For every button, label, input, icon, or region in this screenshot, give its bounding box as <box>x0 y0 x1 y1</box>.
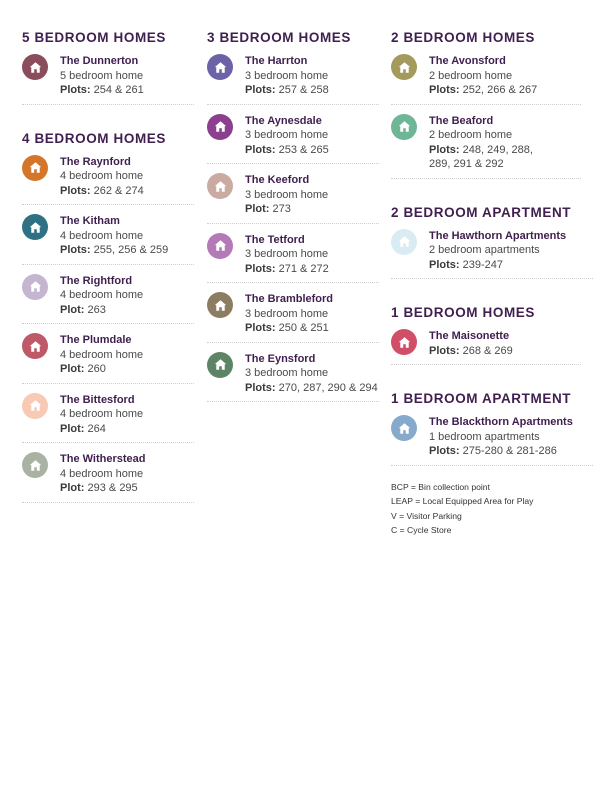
home-description: 4 bedroom home <box>60 408 144 420</box>
plots-label: Plots: <box>245 322 276 334</box>
home-entry-kitham <box>22 214 194 265</box>
home-plots <box>60 184 144 199</box>
home-description: 1 bedroom apartments <box>429 430 540 443</box>
home-entry-maisonette <box>391 329 581 365</box>
plots-label: Plots: <box>60 244 91 256</box>
home-entry-beaford <box>391 114 581 179</box>
home-plots <box>60 243 168 258</box>
home-description: 3 bedroom home <box>245 248 329 260</box>
house-icon <box>22 54 48 80</box>
plots-label: Plots: <box>60 84 91 96</box>
plots-label: Plots: <box>429 84 460 96</box>
plots-value: 275-280 & 281-286 <box>462 445 557 457</box>
home-plots <box>245 202 328 217</box>
plots-label: Plots: <box>245 143 276 156</box>
home-entry-raynford <box>22 155 194 206</box>
home-plots <box>429 258 566 273</box>
home-description: 4 bedroom home <box>60 348 144 361</box>
house-icon <box>391 54 417 80</box>
house-icon <box>391 114 417 140</box>
section-heading: 5 BEDROOM HOMES <box>22 30 167 45</box>
section-heading: 4 BEDROOM HOMES <box>22 130 167 146</box>
plots-value: 255, 256 & 259 <box>93 244 169 256</box>
home-description: 2 bedroom home <box>429 69 513 82</box>
home-entry-brambleford <box>207 292 379 343</box>
group-1-bedroom-apartment <box>391 391 581 466</box>
home-name: The Witherstead <box>60 453 146 465</box>
home-description: 3 bedroom home <box>245 367 329 379</box>
home-plots <box>60 83 144 98</box>
plots-value: 252, 266 & 267 <box>462 84 538 96</box>
home-entry-aynesdale <box>207 114 379 165</box>
home-entry-tetford <box>207 233 379 284</box>
home-entry-witherstead <box>22 452 194 503</box>
plots-value: 248, 249, 288, 289, 291 & 292 <box>429 143 533 170</box>
plots-label: Plots: <box>245 84 276 96</box>
house-icon <box>22 452 48 478</box>
column-left <box>22 30 194 529</box>
home-entry-dunnerton <box>22 54 194 105</box>
section-heading: 1 BEDROOM APARTMENT <box>391 391 572 406</box>
home-plots <box>245 83 329 98</box>
column-right <box>391 30 581 538</box>
house-icon <box>22 333 48 359</box>
house-icon <box>391 229 417 255</box>
plots-label: Plots: <box>429 143 460 156</box>
house-icon <box>22 274 48 300</box>
home-entry-plumdale <box>22 333 194 384</box>
group-1-bedroom-homes <box>391 305 581 365</box>
home-description: 3 bedroom home <box>245 188 329 201</box>
home-name: The Dunnerton <box>60 55 139 67</box>
home-description: 3 bedroom home <box>245 129 329 141</box>
home-description: 4 bedroom home <box>60 467 144 480</box>
home-description: 4 bedroom home <box>60 229 144 242</box>
section-heading: 3 BEDROOM HOMES <box>207 30 352 45</box>
plots-label: Plots: <box>245 262 276 275</box>
column-middle <box>207 30 379 428</box>
home-plots <box>60 303 143 318</box>
plots-label: Plots: <box>429 258 460 271</box>
home-name: The Aynesdale <box>245 114 322 127</box>
plot-label: Plot: <box>60 363 85 375</box>
section-heading: 2 BEDROOM HOMES <box>391 30 536 45</box>
home-plots <box>245 262 329 277</box>
home-description: 4 bedroom home <box>60 289 144 301</box>
home-description: 4 bedroom home <box>60 170 144 182</box>
plot-label: Plot: <box>60 482 85 494</box>
home-entry-hawthorn <box>391 229 593 280</box>
home-name: The Harrton <box>245 55 308 67</box>
home-plots <box>429 344 513 359</box>
section-heading: 2 BEDROOM APARTMENT <box>391 204 572 220</box>
home-entry-eynsford <box>207 352 379 403</box>
home-description: 3 bedroom home <box>245 307 329 320</box>
plots-value: 263 <box>87 303 106 316</box>
abbreviation-legend <box>391 480 581 538</box>
home-name: The Beaford <box>429 114 494 127</box>
plots-label: Plots: <box>429 344 460 357</box>
home-plots <box>429 444 573 459</box>
legend-item-cycle-store: C = Cycle Store <box>391 525 452 535</box>
plots-value: 254 & 261 <box>93 84 144 96</box>
plots-value: 239-247 <box>462 258 503 271</box>
home-entry-keeford <box>207 173 379 224</box>
home-name: The Avonsford <box>429 55 506 67</box>
home-entry-blackthorn <box>391 415 593 466</box>
home-name: The Rightford <box>60 274 133 287</box>
home-entry-harrton <box>207 54 379 105</box>
home-plots <box>429 143 555 172</box>
home-plots <box>429 83 537 98</box>
home-plots <box>60 481 145 496</box>
home-name: The Hawthorn Apartments <box>429 229 567 242</box>
section-heading: 1 BEDROOM HOMES <box>391 305 536 320</box>
house-icon <box>391 329 417 355</box>
house-icon <box>391 415 417 441</box>
house-icon <box>207 173 233 199</box>
legend-item-visitor-parking: V = Visitor Parking <box>391 510 462 521</box>
plots-value: 253 & 265 <box>278 143 329 156</box>
home-name: The Keeford <box>245 174 310 186</box>
home-plots <box>60 362 143 377</box>
legend-item-leap: LEAP = Local Equipped Area for Play <box>391 496 534 506</box>
home-name: The Bittesford <box>60 393 135 406</box>
plots-value: 268 & 269 <box>462 344 513 357</box>
plot-label: Plot: <box>245 203 270 215</box>
home-description: 2 bedroom home <box>429 129 513 141</box>
home-entry-avonsford <box>391 54 581 105</box>
home-name: The Blackthorn Apartments <box>429 416 573 428</box>
plot-label: Plot: <box>60 422 85 435</box>
house-icon <box>22 155 48 181</box>
house-icon <box>207 233 233 259</box>
plots-label: Plots: <box>429 445 460 457</box>
home-entry-bittesford <box>22 393 194 444</box>
home-description: 5 bedroom home <box>60 69 144 82</box>
home-entry-rightford <box>22 274 194 325</box>
home-description: 3 bedroom home <box>245 69 329 82</box>
plots-label: Plots: <box>60 184 91 197</box>
house-icon <box>22 214 48 240</box>
home-name: The Maisonette <box>429 330 510 342</box>
group-2-bedroom-apartment <box>391 205 581 280</box>
home-plots <box>245 143 329 158</box>
plots-value: 260 <box>87 363 106 375</box>
group-2-bedroom-homes <box>391 30 581 179</box>
home-name: The Tetford <box>245 233 305 246</box>
plots-label: Plots: <box>245 381 276 394</box>
home-name: The Kitham <box>60 215 120 227</box>
group-4-bedroom-homes <box>22 131 194 503</box>
plots-value: 264 <box>87 422 106 435</box>
home-plots <box>245 381 378 396</box>
plot-label: Plot: <box>60 303 85 316</box>
house-icon <box>207 114 233 140</box>
group-5-bedroom-homes <box>22 30 194 105</box>
group-3-bedroom-homes <box>207 30 379 402</box>
home-name: The Brambleford <box>245 293 334 305</box>
home-plots <box>60 422 143 437</box>
legend-item-bcp: BCP = Bin collection point <box>391 481 490 492</box>
plots-value: 270, 287, 290 & 294 <box>278 381 378 394</box>
home-name: The Eynsford <box>245 352 316 365</box>
plots-value: 271 & 272 <box>278 262 329 275</box>
house-icon <box>22 393 48 419</box>
house-icon <box>207 292 233 318</box>
plots-value: 262 & 274 <box>93 184 144 197</box>
plots-value: 257 & 258 <box>278 84 329 96</box>
home-name: The Plumdale <box>60 334 132 346</box>
home-plots <box>245 321 333 336</box>
home-name: The Raynford <box>60 155 131 168</box>
house-icon <box>207 54 233 80</box>
home-description: 2 bedroom apartments <box>429 244 540 256</box>
plots-value: 250 & 251 <box>278 322 329 334</box>
plots-value: 293 & 295 <box>87 482 138 494</box>
plots-value: 273 <box>272 203 291 215</box>
house-icon <box>207 352 233 378</box>
